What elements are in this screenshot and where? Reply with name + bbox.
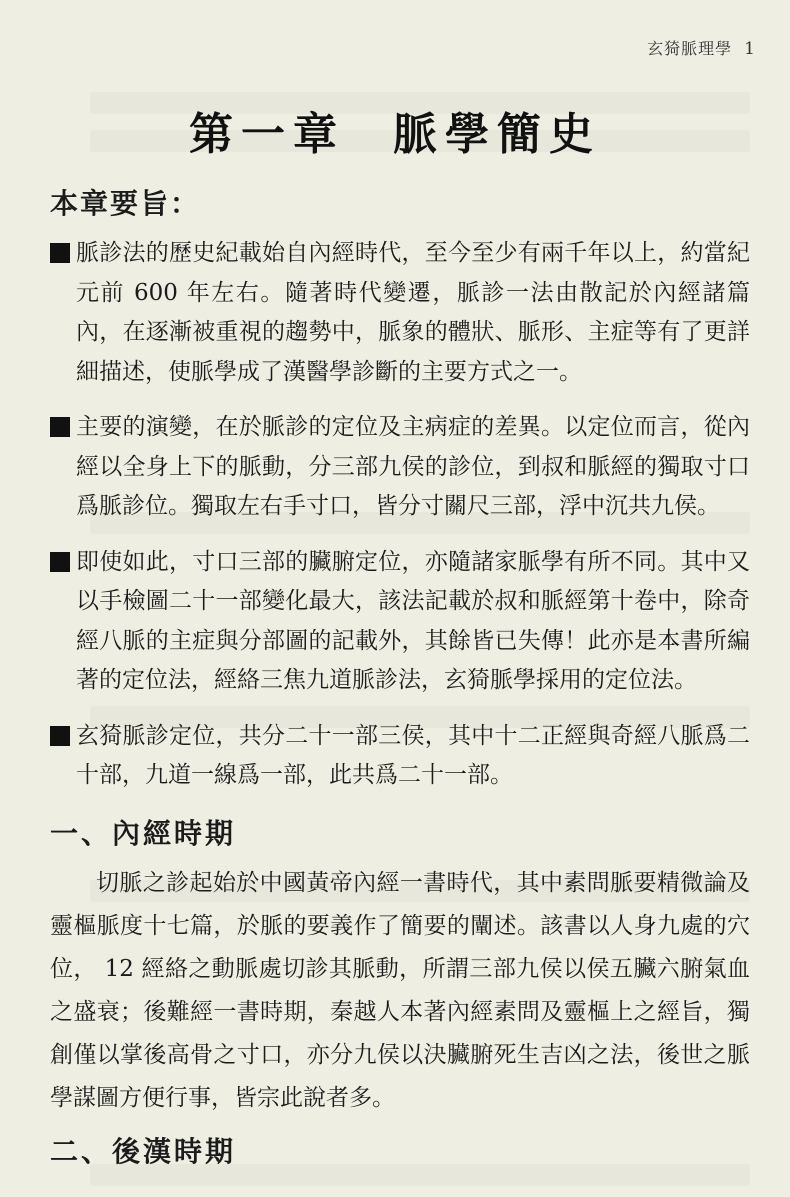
page-number: 1 bbox=[744, 39, 756, 59]
book-title: 玄猗脈理學 bbox=[647, 39, 733, 58]
bullet-text: 玄猗脈診定位，共分二十一部三侯，其中十二正經與奇經八脈爲二十部，九道一線爲一部，此共爲二十一部。 bbox=[76, 722, 750, 788]
running-header bbox=[647, 36, 756, 59]
summary-bullet bbox=[50, 408, 750, 527]
section-heading: 二、後漢時期 bbox=[50, 1134, 237, 1168]
square-bullet-icon bbox=[50, 552, 70, 572]
bullet-text: 即使如此，寸口三部的臟腑定位，亦隨諸家脈學有所不同。其中又以手檢圖二十一部變化最大，該法記載於叔和脈經第十卷中，除奇經八脈的主症與分部圖的記載外，其餘皆已失傳！此亦是本書所編著的定位法，經絡三焦九道脈診法，玄猗脈學採用的定位法。 bbox=[76, 548, 750, 693]
section-heading: 一、內經時期 bbox=[50, 816, 237, 850]
bullet-text: 主要的演變，在於脈診的定位及主病症的差異。以定位而言，從內經以全身上下的脈動，分三部九侯的診位，到叔和脈經的獨取寸口爲脈診位。獨取左右手寸口，皆分寸關尺三部，浮中沉共九侯。 bbox=[76, 414, 750, 519]
summary-bullet bbox=[50, 234, 750, 392]
square-bullet-icon bbox=[50, 417, 70, 437]
summary-heading: 本章要旨： bbox=[50, 187, 201, 220]
page-body bbox=[50, 178, 750, 1180]
square-bullet-icon bbox=[50, 243, 70, 263]
section-paragraph: 切脈之診起始於中國黃帝內經一書時代，其中素問脈要精微論及靈樞脈度十七篇，於脈的要義作了簡要的闡述。該書以人身九處的穴位， 12 經絡之動脈處切診其脈動，所謂三部九侯以侯五臟六腑氣血之盛衰；後難經一書時期，秦越人本著內經素問及靈樞上之經旨，獨創僅以掌後高骨之寸口，亦分九侯以決臟腑死生吉凶之法，後世之脈學謀圖方便行事，皆宗此說者多。 bbox=[50, 869, 750, 1111]
bullet-text: 脈診法的歷史紀載始自內經時代，至今至少有兩千年以上，約當紀元前 600 年左右。隨著時代變遷，脈診一法由散記於內經諸篇內，在逐漸被重視的趨勢中，脈象的體狀、脈形、主症等有了更詳細描述，使脈學成了漢醫學診斷的主要方式之一。 bbox=[76, 240, 750, 385]
chapter-title bbox=[0, 98, 790, 162]
chapter-number: 第一章 bbox=[189, 109, 345, 160]
summary-bullet bbox=[50, 543, 750, 701]
summary-bullet bbox=[50, 717, 750, 796]
chapter-name: 脈學簡史 bbox=[393, 109, 601, 160]
square-bullet-icon bbox=[50, 726, 70, 746]
